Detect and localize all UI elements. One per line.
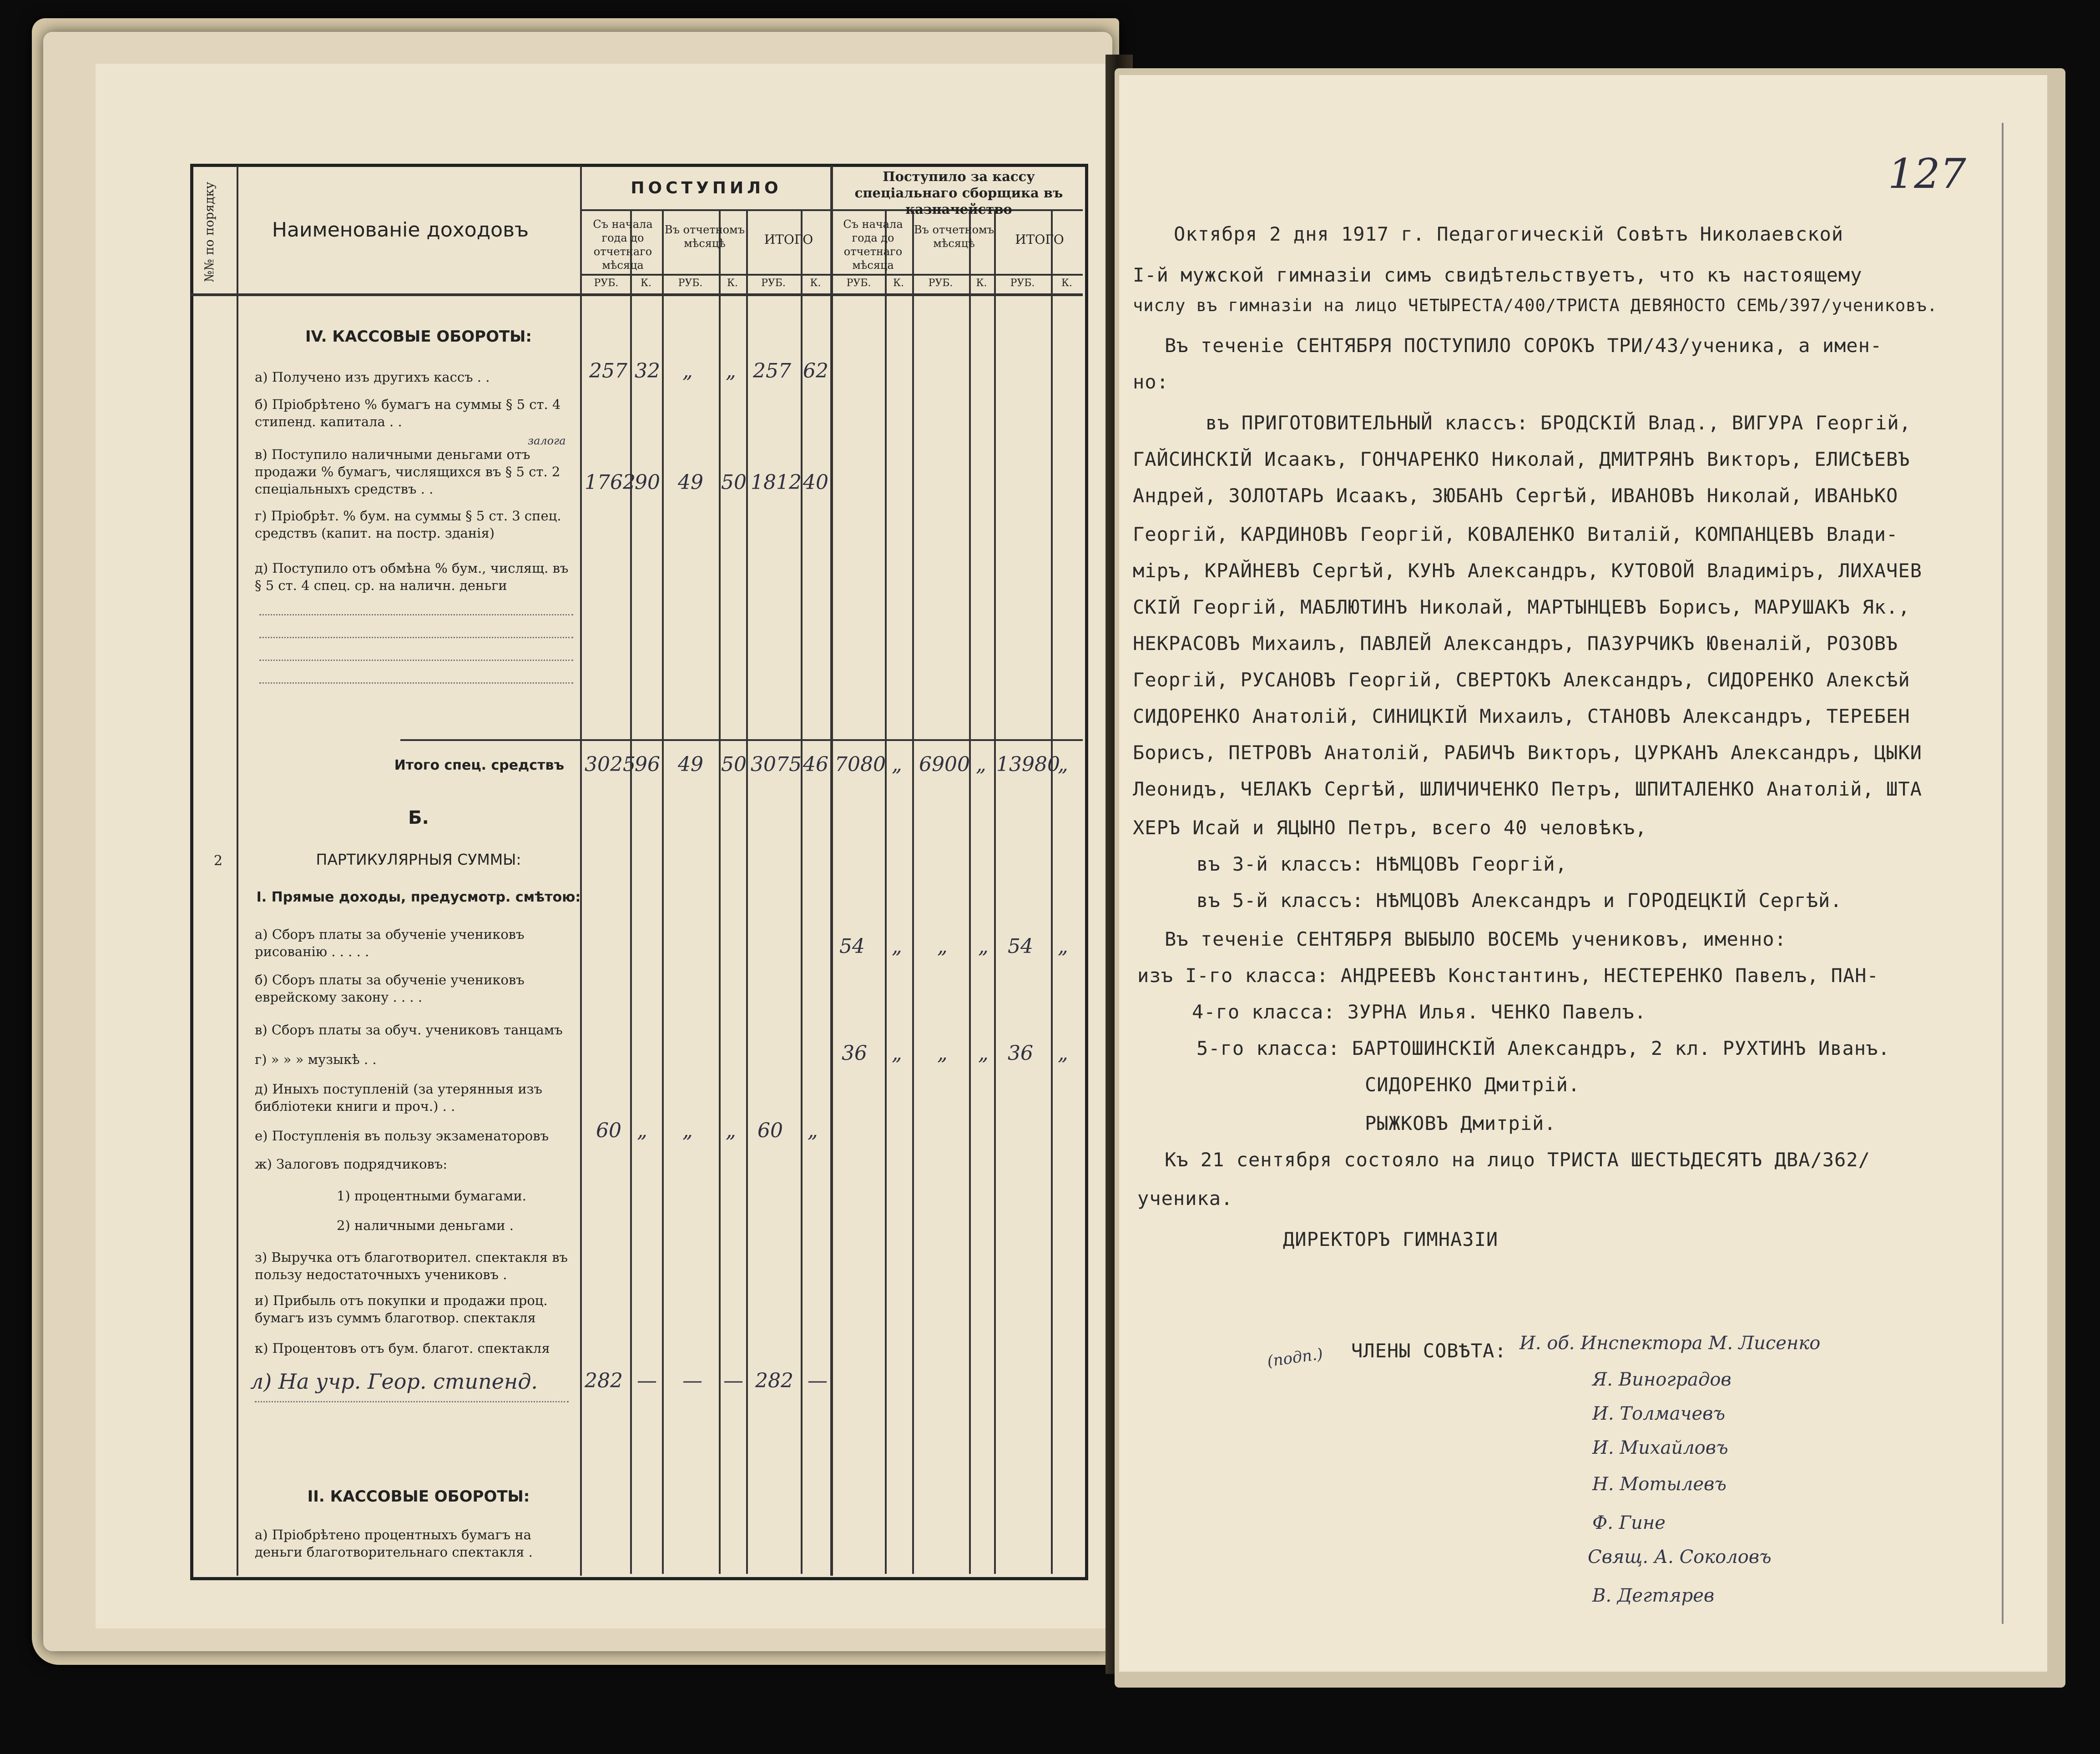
dotted-guide (259, 637, 573, 638)
col-divider (746, 209, 748, 1574)
typed-line: въ ПРИГОТОВИТЕЛЬНЫЙ классъ: БРОДСКІЙ Влад., ВИГУРА Георгій, (1206, 412, 1911, 434)
col-divider (912, 209, 914, 1574)
row-label: а) Пріобрѣтено процентныхъ бумагъ на деньги благотворительнаго спектакля . (255, 1527, 533, 1560)
row-label: д) Поступило отъ обмѣна % бум., числящ. въ § 5 ст. 4 спец. ср. на наличн. деньги (255, 560, 569, 593)
header-rule (580, 274, 1083, 276)
row-label: 1) процентными бумагами. (337, 1188, 526, 1204)
typed-line: въ 5-й классъ: НѢМЦОВЪ Александръ и ГОРОДЕЦКІЙ Сергѣй. (1196, 889, 1843, 912)
typed-line: НЕКРАСОВЪ Михаилъ, ПАВЛЕЙ Александръ, ПАЗУРЧИКЪ Ювеналій, РОЗОВЪ (1133, 632, 1898, 655)
col-divider-num (237, 166, 238, 1576)
val: — (723, 1369, 743, 1392)
signature: Ф. Гине (1592, 1512, 1666, 1533)
col-divider (1051, 209, 1053, 1574)
sub-header: Съ начала года до отчетнаго мѣсяца (593, 218, 653, 272)
signature: И. Толмачевъ (1592, 1403, 1726, 1424)
val: — (808, 1369, 828, 1392)
val: 60 (596, 1119, 621, 1142)
typed-line: Георгій, КАРДИНОВЪ Георгій, КОВАЛЕНКО Виталій, КОМПАНЦЕВЪ Влади- (1133, 523, 1898, 545)
val: 49 (678, 753, 703, 776)
val: „ (978, 935, 989, 958)
sub-header: Въ отчетномъ мѣсяцѣ (914, 223, 994, 250)
val: 3025 (585, 753, 636, 776)
rub-label: РУБ. (678, 277, 703, 289)
val: 13980 (996, 753, 1060, 776)
typed-line: изъ I-го класса: АНДРЕЕВЪ Константинъ, НЕСТЕРЕНКО Павелъ, ПАН- (1137, 964, 1879, 987)
col-divider-name (580, 166, 582, 1576)
typed-line: Леонидъ, ЧЕЛАКЪ Сергѣй, ШЛИЧИЧЕНКО Петръ, ШПИТАЛЕНКО Анатолій, ШТА (1133, 778, 1922, 800)
val: „ (937, 1042, 948, 1065)
section-b-heading: Б. (408, 807, 429, 828)
typed-line: но: (1133, 371, 1169, 393)
folio-number: 127 (1888, 150, 1966, 198)
typed-line: СИДОРЕНКО Анатолій, СИНИЦКІЙ Михаилъ, СТАНОВЪ Александръ, ТЕРЕБЕН (1133, 705, 1910, 727)
kop-label: К. (810, 277, 821, 289)
val: 90 (635, 471, 660, 494)
val: „ (726, 1119, 736, 1142)
val: 54 (1008, 935, 1033, 958)
section-ii-heading: II. КАССОВЫЕ ОБОРОТЫ: (307, 1487, 530, 1506)
row-number: 2 (214, 853, 223, 869)
val: 46 (803, 753, 828, 776)
typed-line: Въ теченіе СЕНТЯБРЯ ВЫБЫЛО ВОСЕМЬ учениковъ, именно: (1165, 928, 1787, 950)
col-divider (885, 209, 887, 1574)
row-label: а) Получено изъ другихъ кассъ . . (255, 369, 490, 385)
kop-label: К. (727, 277, 738, 289)
handwritten-row-label: л) На учр. Геор. стипенд. (250, 1369, 538, 1394)
sub-header: Съ начала года до отчетнаго мѣсяца (843, 218, 903, 272)
val: „ (1058, 753, 1068, 776)
signature: И. Михайловъ (1592, 1437, 1728, 1458)
typed-line: СКІЙ Георгій, МАБЛЮТИНЪ Николай, МАРТЫНЦЕВЪ Борисъ, МАРУШАКЪ Як., (1133, 596, 1910, 618)
direct-income-heading: I. Прямые доходы, предусмотр. смѣтою: (256, 889, 581, 905)
row-label: а) Сборъ платы за обученіе учениковъ рисованію . . . . . (255, 927, 525, 959)
val: „ (976, 753, 986, 776)
kop-label: К. (640, 277, 652, 289)
rub-label: РУБ. (594, 277, 619, 289)
dotted-guide (259, 614, 573, 615)
val: 6900 (919, 753, 970, 776)
dotted-guide (255, 1401, 569, 1402)
signature: Свящ. А. Соколовъ (1588, 1547, 1772, 1568)
typed-line: Андрей, ЗОЛОТАРЬ Исаакъ, ЗЮБАНЪ Сергѣй, ИВАНОВЪ Николай, ИВАНЬКО (1133, 484, 1898, 507)
typed-line: ГАЙСИНСКІЙ Исаакъ, ГОНЧАРЕНКО Николай, ДМИТРЯНЪ Викторъ, ЕЛИСѢЕВЪ (1133, 448, 1910, 470)
val: „ (1058, 1042, 1068, 1065)
typed-line: Георгій, РУСАНОВЪ Георгій, СВЕРТОКЪ Александръ, СИДОРЕНКО Алексѣй (1133, 669, 1910, 691)
name-column-header: Наименованіе доходовъ (272, 218, 529, 242)
row-label: 2) наличными деньгами . (337, 1218, 514, 1233)
signature: И. об. Инспектора М. Лисенко (1519, 1333, 1821, 1354)
row-label: и) Прибыль отъ покупки и продажи проц. бумагъ изъ суммъ благотвор. спектакля (255, 1293, 548, 1326)
kop-label: К. (1061, 277, 1073, 289)
col-divider (994, 209, 996, 1574)
val: 32 (635, 359, 660, 383)
typed-line: Къ 21 сентября состояло на лицо ТРИСТА ШЕСТЬДЕСЯТЪ ДВА/362/ (1165, 1149, 1870, 1171)
section-iv-heading: IV. КАССОВЫЕ ОБОРОТЫ: (305, 328, 532, 346)
row-label: б) Пріобрѣтено % бумагъ на суммы § 5 ст. 4 стипенд. капитала . . (255, 397, 561, 429)
particular-sums-heading: ПАРТИКУЛЯРНЫЯ СУММЫ: (316, 851, 521, 868)
val: „ (637, 1119, 647, 1142)
sub-header: ИТОГО (764, 232, 813, 247)
itogo-label: Итого спец. средствъ (394, 757, 564, 773)
val: 50 (721, 753, 747, 776)
row-label: д) Иныхъ поступленій (за утерянныя изъ библіотеки книги и проч.) . . (255, 1081, 542, 1114)
rub-label: РУБ. (846, 277, 871, 289)
col-divider (630, 209, 632, 1574)
val: 257 (753, 359, 791, 383)
rub-label: РУБ. (761, 277, 786, 289)
val: „ (808, 1119, 818, 1142)
val: 50 (721, 471, 747, 494)
row-label: ж) Залоговъ подрядчиковъ: (255, 1156, 448, 1172)
val: „ (726, 359, 736, 383)
row-label: б) Сборъ платы за обученіе учениковъ еврейскому закону . . . . (255, 972, 525, 1005)
val: 282 (585, 1369, 623, 1392)
itogo-rule (400, 739, 1083, 741)
val: 36 (1008, 1042, 1033, 1065)
val: 1762 (585, 471, 636, 494)
rub-label: РУБ. (928, 277, 953, 289)
num-column-header: №№ по порядку (202, 181, 217, 282)
signature: В. Дегтярев (1592, 1585, 1715, 1606)
val: „ (892, 935, 902, 958)
typed-line: ученика. (1137, 1187, 1233, 1210)
kop-label: К. (976, 277, 987, 289)
val: 60 (757, 1119, 783, 1142)
sub-header: ИТОГО (1015, 232, 1064, 247)
signature: Я. Виноградов (1592, 1369, 1731, 1390)
typed-line: Въ теченіе СЕНТЯБРЯ ПОСТУПИЛО СОРОКЪ ТРИ/43/ученика, а имен- (1165, 334, 1883, 357)
val: „ (892, 753, 902, 776)
handwritten-note: залога (528, 434, 566, 447)
typed-line: числу въ гимназіи на лицо ЧЕТЫРЕСТА/400/ТРИСТА ДЕВЯНОСТО СЕМЬ/397/учениковъ. (1133, 296, 1938, 315)
val: 7080 (835, 753, 886, 776)
typed-line: Октября 2 дня 1917 г. Педагогическій Совѣтъ Николаевской (1174, 223, 1844, 245)
val: „ (682, 359, 693, 383)
typed-line: міръ, КРАЙНЕВЪ Сергѣй, КУНЪ Александръ, КУТОВОЙ Владиміръ, ЛИХАЧЕВ (1133, 559, 1922, 582)
val: „ (892, 1042, 902, 1065)
typed-line: Борисъ, ПЕТРОВЪ Анатолій, РАБИЧЪ Викторъ, ЦУРКАНЪ Александръ, ЦЫКИ (1133, 741, 1922, 764)
typed-line: въ 3-й классъ: НѢМЦОВЪ Георгій, (1196, 853, 1567, 875)
val: „ (1058, 935, 1068, 958)
val: 3075 (751, 753, 802, 776)
val: 96 (635, 753, 660, 776)
val: „ (978, 1042, 989, 1065)
dotted-guide (259, 682, 573, 684)
val: 49 (678, 471, 703, 494)
val: 62 (803, 359, 828, 383)
val: 40 (803, 471, 828, 494)
col-divider (801, 209, 803, 1574)
col-divider-group (830, 166, 833, 1576)
row-label: в) Сборъ платы за обуч. учениковъ танцамъ (255, 1022, 563, 1038)
typed-line: ЧЛЕНЫ СОВѢТА: (1351, 1340, 1507, 1362)
row-label: з) Выручка отъ благотворител. спектакля въ пользу недостаточныхъ учениковъ . (255, 1250, 568, 1282)
col-divider (719, 209, 721, 1574)
typed-line: РЫЖКОВЪ Дмитрій. (1365, 1112, 1556, 1134)
row-label: г) » » » музыкѣ . . (255, 1052, 377, 1067)
val: 257 (589, 359, 627, 383)
val: — (682, 1369, 702, 1392)
rub-label: РУБ. (1010, 277, 1035, 289)
dotted-guide (259, 660, 573, 661)
val: 282 (755, 1369, 793, 1392)
right-page-ruled-margin (2002, 123, 2004, 1624)
val: — (637, 1369, 657, 1392)
group-header-received: ПОСТУПИЛО (631, 179, 782, 197)
header-rule-bottom (191, 293, 1083, 296)
kop-label: К. (893, 277, 904, 289)
row-label: к) Процентовъ отъ бум. благот. спектакля (255, 1341, 550, 1356)
row-label: г) Пріобрѣт. % бум. на суммы § 5 ст. 3 спец. средствъ (капит. на постр. зданія) (255, 508, 561, 541)
col-divider (969, 209, 971, 1574)
typed-line: 5-го класса: БАРТОШИНСКІЙ Александръ, 2 кл. РУХТИНЪ Иванъ. (1196, 1037, 1890, 1059)
val: 54 (839, 935, 865, 958)
sub-header: Въ отчетномъ мѣсяцѣ (665, 223, 745, 250)
typed-line: I-й мужской гимназіи симъ свидѣтельствуетъ, что къ настоящему (1133, 264, 1863, 286)
val: 1812 (751, 471, 802, 494)
row-label: е) Поступленія въ пользу экзаменаторовъ (255, 1128, 549, 1144)
typed-line: ДИРЕКТОРЪ ГИМНАЗІИ (1283, 1228, 1499, 1250)
val: „ (682, 1119, 693, 1142)
val: „ (937, 935, 948, 958)
val: 36 (842, 1042, 867, 1065)
signature: Н. Мотылевъ (1592, 1474, 1726, 1495)
col-divider (662, 209, 664, 1574)
typed-line: ХЕРЪ Исай и ЯЦЫНО Петръ, всего 40 человѣкъ, (1133, 817, 1647, 839)
typed-line: 4-го класса: ЗУРНА Илья. ЧЕНКО Павелъ. (1192, 1001, 1646, 1023)
row-label: в) Поступило наличными деньгами отъ продажи % бумагъ, числящихся въ § 5 ст. 2 спеціальныхъ средствъ . . (255, 447, 560, 497)
typed-line: СИДОРЕНКО Дмитрій. (1365, 1074, 1580, 1096)
podp-note: (подп.) (1266, 1345, 1324, 1371)
group-header-treasury: Поступило за кассу спеціальнаго сборщика въ казначейство (854, 169, 1063, 217)
